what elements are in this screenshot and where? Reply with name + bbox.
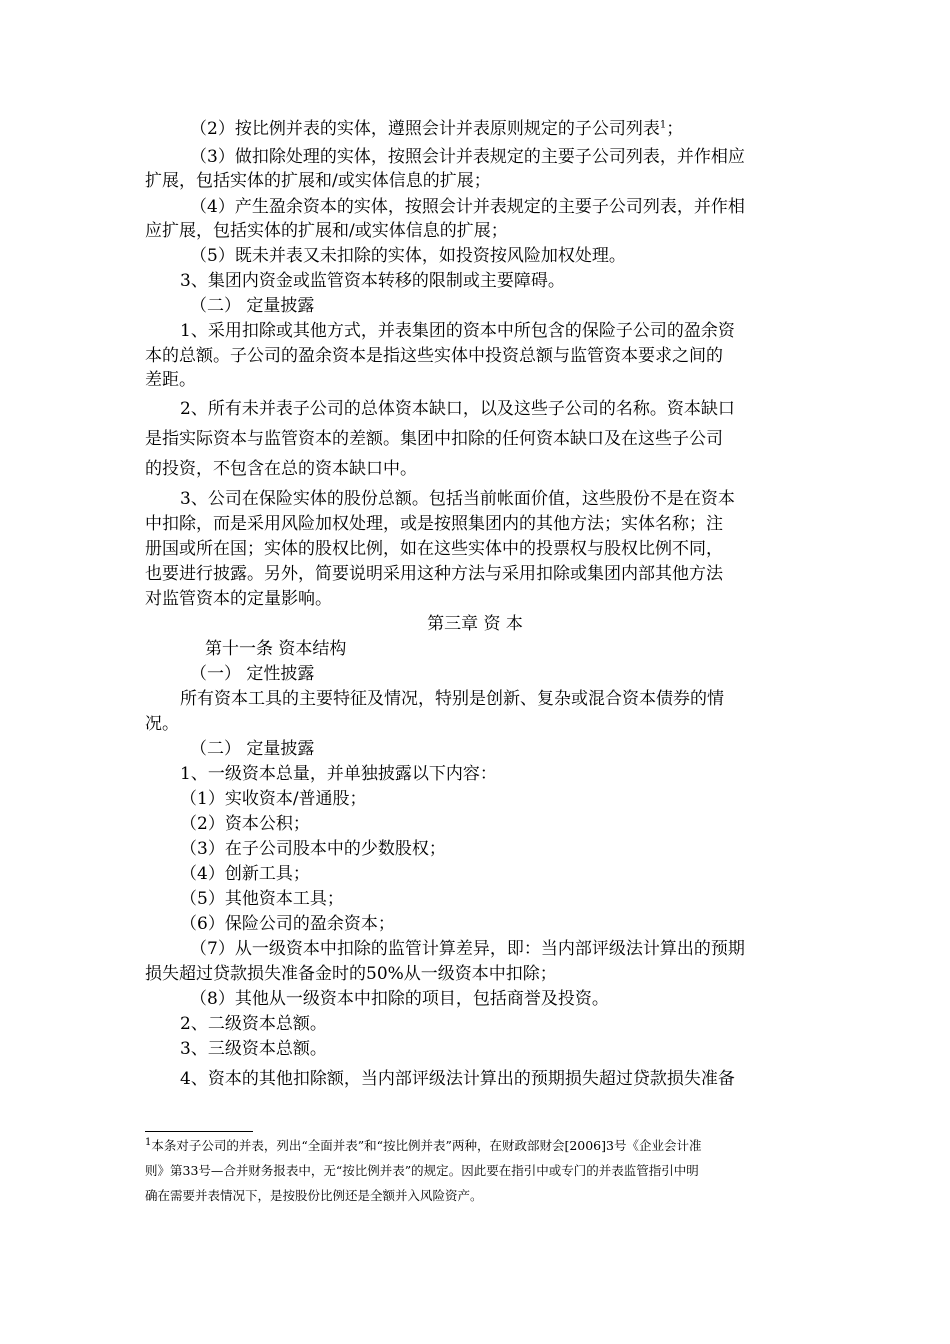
text-line: （2）资本公积； (180, 814, 310, 834)
footnote-divider (145, 1131, 253, 1132)
text-line: 第十一条 资本结构 (205, 639, 347, 659)
text-line: （3）在子公司股本中的少数股权； (180, 839, 446, 859)
footnote-line: 确在需要并表情况下，是按股份比例还是全额并入风险资产。 (145, 1188, 483, 1203)
text-line: 损失超过贷款损失准备金时的50%从一级资本中扣除； (145, 964, 557, 984)
text-line: （4）产生盈余资本的实体，按照会计并表规定的主要子公司列表，并作相 (190, 197, 745, 217)
text-line: 1、采用扣除或其他方式，并表集团的资本中所包含的保险子公司的盈余资 (180, 321, 735, 341)
text-line: 扩展，包括实体的扩展和/或实体信息的扩展； (145, 171, 491, 191)
text-line: 本的总额。子公司的盈余资本是指这些实体中投资总额与监管资本要求之间的 (145, 346, 723, 366)
text-line: （4）创新工具； (180, 864, 310, 884)
footnote-ref: 1 (659, 119, 667, 131)
text-line: 3、集团内资金或监管资本转移的限制或主要障碍。 (180, 271, 565, 291)
text-line: 对监管资本的定量影响。 (145, 589, 332, 609)
text-line: 的投资，不包含在总的资本缺口中。 (145, 459, 417, 479)
text-line: 中扣除，而是采用风险加权处理，或是按照集团内的其他方法；实体名称；注 (145, 514, 723, 534)
text-line: 3、三级资本总额。 (180, 1039, 327, 1059)
text-line: 应扩展，包括实体的扩展和/或实体信息的扩展； (145, 221, 508, 241)
text-line: （7）从一级资本中扣除的监管计算差异，即：当内部评级法计算出的预期 (190, 939, 745, 959)
text-line: 是指实际资本与监管资本的差额。集团中扣除的任何资本缺口及在这些子公司 (145, 429, 723, 449)
text-line: 册国或所在国；实体的股权比例，如在这些实体中的投票权与股权比例不同， (145, 539, 723, 559)
footnote-line: $^1$本条对子公司的并表，列出“全面并表”和“按比例并表”两种，在财政部财会[2006]3号《企业会计准 (145, 1136, 702, 1153)
text-line: （8）其他从一级资本中扣除的项目，包括商誉及投资。 (190, 989, 609, 1009)
footnote-line: 则》第33号—合并财务报表中，无“按比例并表”的规定。因此要在指引中或专门的并表监管指引中明 (145, 1163, 699, 1178)
text-line: 2、二级资本总额。 (180, 1014, 327, 1034)
text-line: （6）保险公司的盈余资本； (180, 914, 395, 934)
chapter-title: 第三章 资 本 (427, 614, 523, 634)
text-line: （2）按比例并表的实体，遵照会计并表原则规定的子公司列表$^1$； (190, 119, 684, 139)
text-line: （二） 定量披露 (190, 296, 315, 316)
text-line: 3、公司在保险实体的股份总额。包括当前帐面价值，这些股份不是在资本 (180, 489, 735, 509)
text-line: （一） 定性披露 (190, 664, 315, 684)
text-line: 差距。 (145, 370, 196, 390)
text-line: （5）既未并表又未扣除的实体，如投资按风险加权处理。 (190, 246, 626, 266)
text-line: （5）其他资本工具； (180, 889, 344, 909)
text-line: 所有资本工具的主要特征及情况，特别是创新、复杂或混合资本债券的情 (180, 689, 724, 709)
text-line: 况。 (145, 714, 179, 734)
text-line: 也要进行披露。另外，简要说明采用这种方法与采用扣除或集团内部其他方法 (145, 564, 723, 584)
footnote-mark: 1 (145, 1136, 152, 1148)
text-line: （二） 定量披露 (190, 739, 315, 759)
text-line: 4、资本的其他扣除额，当内部评级法计算出的预期损失超过贷款损失准备 (180, 1069, 735, 1089)
text-line: （1）实收资本/普通股； (180, 789, 367, 809)
text-line: （3）做扣除处理的实体，按照会计并表规定的主要子公司列表，并作相应 (190, 147, 745, 167)
text-line: 1、一级资本总量，并单独披露以下内容： (180, 764, 497, 784)
text-line: 2、所有未并表子公司的总体资本缺口，以及这些子公司的名称。资本缺口 (180, 399, 735, 419)
